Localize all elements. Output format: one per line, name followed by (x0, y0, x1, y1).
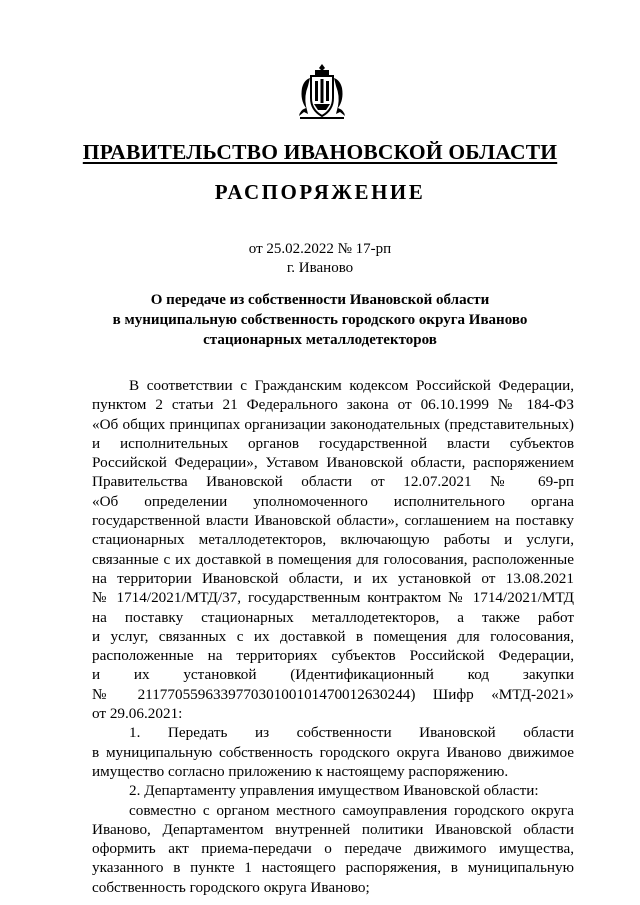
text-line: 2. Департаменту управления имуществом Ивановской области: (129, 782, 539, 800)
government-name: ПРАВИТЕЛЬСТВО ИВАНОВСКОЙ ОБЛАСТИ (82, 140, 558, 164)
text-line: Российской Федерации», Уставом Ивановской области, распоряжением (92, 454, 574, 472)
paragraph-item-2-detail (92, 801, 574, 897)
text-line: на поставку стационарных металлодетекторов, а также работ (92, 608, 574, 626)
document-subject (0, 290, 640, 350)
government-heading (0, 140, 640, 165)
text-line: 1. Передать из собственности Ивановской области (129, 724, 574, 742)
text-line: оформить акт приема-передачи о передаче движимого имущества, (92, 840, 574, 858)
text-line: Иваново, Департаментом внутренней политики Ивановской области (92, 820, 574, 838)
text-line: «Об общих принципах организации законодательных (представительных) (92, 415, 574, 433)
paragraph-preamble (92, 376, 574, 723)
text-line: Правительства Ивановской области от 12.07.2021 № 69-рп (92, 473, 574, 491)
city: г. Иваново (286, 260, 354, 276)
document-body (92, 376, 574, 897)
text-line: В соответствии с Гражданским кодексом Российской Федерации, (129, 377, 574, 394)
paragraph-item-2 (92, 781, 574, 800)
document-type: РАСПОРЯЖЕНИЕ (214, 180, 426, 204)
text-line: «Об определении уполномоченного исполнительного органа (92, 492, 574, 510)
date-number-block (0, 240, 640, 278)
text-line: и исполнительных органов государственной власти субъектов (92, 434, 574, 452)
text-line: имущество согласно приложению к настоящему распоряжению. (92, 762, 509, 780)
text-line: стационарных металлодетекторов, включающую работы и услуги, (92, 531, 574, 549)
text-line: расположенные на территориях субъектов Российской Федерации, (92, 647, 574, 665)
text-line: собственность городского округа Иваново; (92, 878, 370, 896)
text-line: и услуг, связанных с их доставкой в помещения для голосования, (92, 627, 574, 645)
text-line: связанные с их доставкой в помещения для голосования, расположенные (92, 550, 574, 568)
date-number: от 25.02.2022 № 17-рп (248, 241, 392, 257)
coat-of-arms-emblem (296, 62, 348, 120)
text-line: пунктом 2 статьи 21 Федерального закона от 06.10.1999 № 184-ФЗ (92, 396, 574, 414)
text-line: № 1714/2021/МТД/37, государственным контрактом № 1714/2021/МТД (92, 589, 574, 607)
subject-line: О передаче из собственности Ивановской области (150, 292, 490, 308)
text-line: указанного в пункте 1 настоящего распоряжения, в муниципальную (92, 859, 574, 877)
paragraph-item-1 (92, 723, 574, 781)
text-line: на территории Ивановской области, и их установкой от 13.08.2021 (92, 569, 574, 587)
text-line: от 29.06.2021: (92, 705, 183, 723)
subject-line: стационарных металлодетекторов (203, 332, 437, 348)
text-line: и их установкой (Идентификационный код закупки (92, 666, 574, 684)
text-line: № 211770559633977030100101470012630244) Шифр «МТД-2021» (92, 685, 574, 703)
text-line: государственной власти Ивановской области», соглашением на поставку (92, 512, 574, 530)
text-line: в муниципальную собственность городского округа Иваново движимое (92, 743, 574, 761)
text-line: совместно с органом местного самоуправления городского округа (129, 801, 574, 819)
subject-line: в муниципальную собственность городского округа Иваново (112, 312, 528, 328)
